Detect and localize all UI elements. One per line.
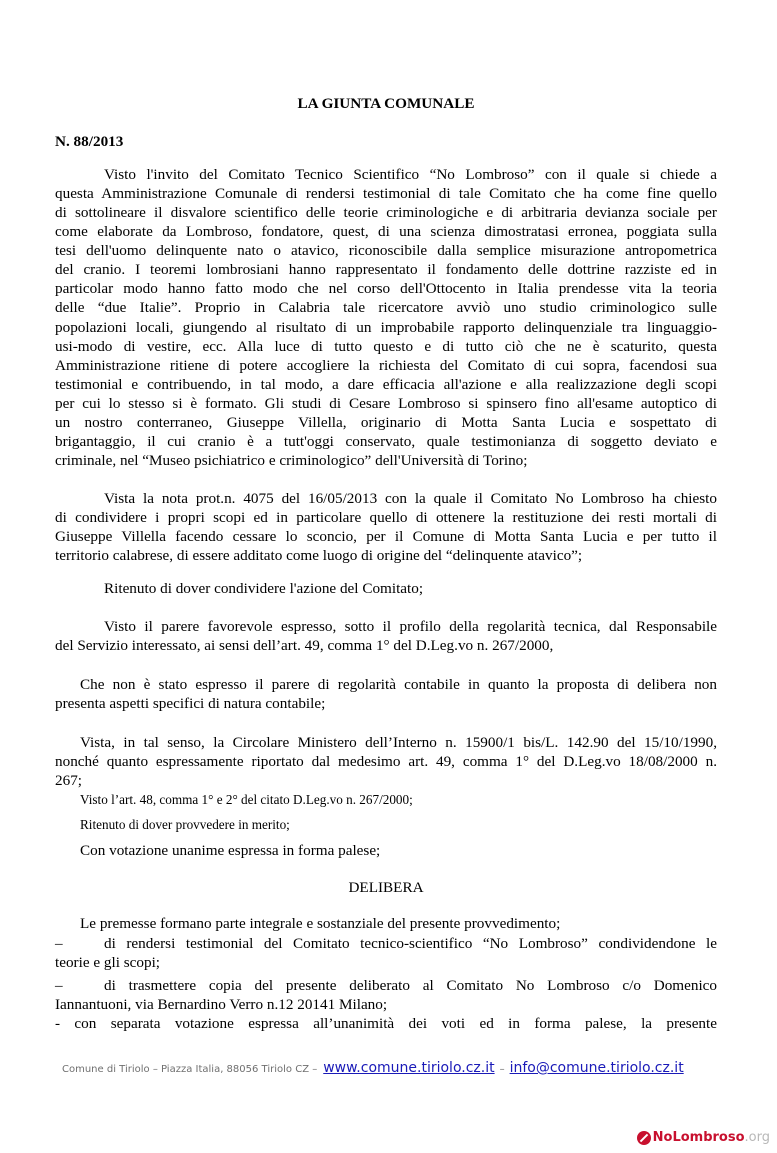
- text-line: Amministrazione ritiene di potere accogliere la richiesta del Comitato di cui sopra, facendosi sua: [55, 357, 717, 374]
- text-line: particolar modo hanno fatto modo che nel corso dell'Ottocento in Italia prendesse vita la teoria: [55, 280, 717, 297]
- text-line: Visto l'invito del Comitato Tecnico Scientifico “No Lombroso” con il quale si chiede a: [104, 166, 717, 183]
- list-item-text: di rendersi testimonial del Comitato tecnico-scientifico “No Lombroso” condividendone le: [104, 935, 717, 952]
- text-line: per cui lo stesso si è formato. Gli studi di Cesare Lombroso si spinsero fino all'esame autoptico di: [55, 395, 717, 412]
- text-line: popolazioni locali, giungendo al risultato di un improbabile rapporto delinquenziale tra linguaggio-: [55, 319, 717, 336]
- paragraph-premesse: Le premesse formano parte integrale e sostanziale del presente provvedimento;: [80, 915, 561, 932]
- text-line: Vista la nota prot.n. 4075 del 16/05/2013 con la quale il Comitato No Lombroso ha chiesto: [104, 490, 717, 507]
- nolombroso-logo[interactable]: [637, 1130, 770, 1145]
- text-line: brigantaggio, il cui cranio è a tutt'oggi conservato, quale testimonianza di soggetto deviato e: [55, 433, 717, 450]
- list-item: [55, 976, 717, 995]
- delibera-heading: DELIBERA: [348, 879, 424, 896]
- paragraph-votazione: Con votazione unanime espressa in forma palese;: [80, 842, 381, 859]
- text-line: del cranio. I teoremi lombrosiani hanno rappresentato il fondamento delle dottrine razziste ed in: [55, 261, 717, 278]
- list-item: [55, 934, 717, 953]
- paragraph-provvedere: Ritenuto di dover provvedere in merito;: [80, 817, 290, 832]
- text-line: usi-modo di vestire, ecc. Alla luce di tutto questo e di tutto ciò che ne è scaturito, questa: [55, 338, 717, 355]
- text-line: Visto il parere favorevole espresso, sotto il profilo della regolarità tecnica, dal Responsabile: [104, 618, 717, 635]
- logo-brand: NoLombroso: [652, 1130, 745, 1145]
- text-line: presenta aspetti specifici di natura contabile;: [55, 695, 326, 712]
- page-title: LA GIUNTA COMUNALE: [297, 95, 475, 112]
- logo-tld: .org: [744, 1130, 770, 1145]
- page-footer: [62, 1060, 722, 1080]
- no-sign-icon: [637, 1131, 651, 1145]
- text-line: tesi dell'uomo delinquente nato o atavico, riconoscibile dalla semplice misurazione antropometrica: [55, 242, 717, 259]
- paragraph-ritenuto: Ritenuto di dover condividere l'azione del Comitato;: [104, 580, 424, 597]
- text-line: Vista, in tal senso, la Circolare Ministero dell’Interno n. 15900/1 bis/L. 142.90 del 15/10/1990,: [80, 734, 717, 751]
- text-line: territorio calabrese, di essere additato come luogo di origine del “delinquente atavico”;: [55, 547, 583, 564]
- text-line: un nostro conterraneo, Giuseppe Villella, originario di Motta Santa Lucia e sospettato di: [55, 414, 717, 431]
- paragraph-art48: Visto l’art. 48, comma 1° e 2° del citato D.Leg.vo n. 267/2000;: [80, 792, 413, 807]
- text-line: Che non è stato espresso il parere di regolarità contabile in quanto la proposta di delibera non: [80, 676, 717, 693]
- text-line: di sottolineare il disvalore scientifico delle teorie criminologiche e di arbitraria devianza sociale per: [55, 204, 717, 221]
- list-item-continuation: Iannantuoni, via Bernardino Verro n.12 20141 Milano;: [55, 996, 388, 1013]
- text-line: di condividere i propri scopi ed in particolare quello di ottenere la restituzione dei resti mortali di: [55, 509, 717, 526]
- text-line: questa Amministrazione Comunale di rendersi testimonial di tale Comitato che ha come fine quello: [55, 185, 717, 202]
- email-link[interactable]: info@comune.tiriolo.cz.it: [509, 1060, 684, 1076]
- list-item-continuation: teorie e gli scopi;: [55, 954, 161, 971]
- text-line: criminale, nel “Museo psichiatrico e criminologico” dell'Università di Torino;: [55, 452, 528, 469]
- text-line: Giuseppe Villella facendo cessare lo sconcio, per il Comune di Motta Santa Lucia e per tutto il: [55, 528, 717, 545]
- list-dash: –: [55, 935, 63, 952]
- text-line: nonché quanto espressamente riportato dal medesimo art. 49, comma 1° del D.Leg.vo 18/08/2000 n.: [55, 753, 717, 770]
- footer-address: Comune di Tiriolo – Piazza Italia, 88056 Tiriolo CZ –: [62, 1064, 318, 1075]
- document-number: N. 88/2013: [55, 133, 124, 150]
- website-link[interactable]: www.comune.tiriolo.cz.it: [323, 1060, 495, 1076]
- text-line: testimonial e contribuendo, in tal modo, a dare efficacia all'azione e alla realizzazione degli scopi: [55, 376, 717, 393]
- paragraph-votazione-separata: - con separata votazione espressa all’unanimità dei voti ed in forma palese, la presente: [55, 1015, 717, 1032]
- list-dash: –: [55, 977, 63, 994]
- text-line: come elaborate da Lombroso, fondatore, quest, di una scienza dimostratasi erronea, poggiata sulla: [55, 223, 717, 240]
- text-line: 267;: [55, 772, 83, 789]
- list-item-text: di trasmettere copia del presente deliberato al Comitato No Lombroso c/o Domenico: [104, 977, 717, 994]
- text-line: delle “due Italie”. Proprio in Calabria tale ricercatore avviò uno studio criminologico sulle: [55, 299, 717, 316]
- footer-separator: –: [499, 1064, 505, 1075]
- text-line: del Servizio interessato, ai sensi dell’art. 49, comma 1° del D.Leg.vo n. 267/2000,: [55, 637, 554, 654]
